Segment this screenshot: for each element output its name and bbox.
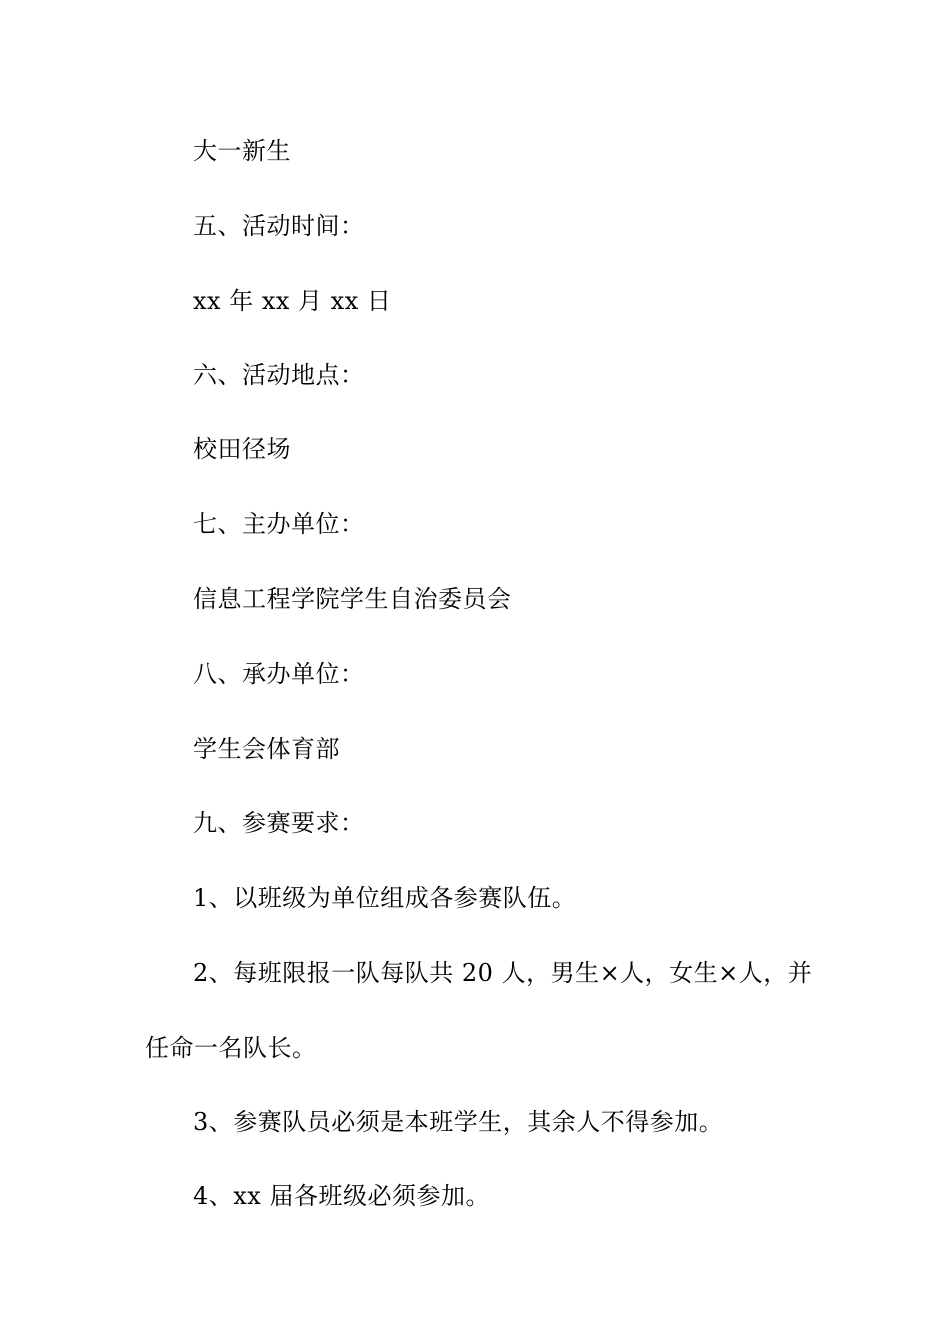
requirement-item-4: 4、xx 届各班级必须参加。	[193, 1182, 490, 1210]
location-text: 校田径场	[193, 435, 291, 463]
section-heading-organizer: 七、主办单位：	[193, 510, 365, 538]
undertaker-text: 学生会体育部	[193, 735, 340, 763]
section-heading-time: 五、活动时间：	[193, 212, 365, 240]
section-heading-requirements: 九、参赛要求：	[193, 809, 365, 837]
requirement-item-1: 1、以班级为单位组成各参赛队伍。	[193, 884, 577, 912]
organizer-text: 信息工程学院学生自治委员会	[193, 585, 512, 613]
requirement-item-2-continuation: 任命一名队长。	[145, 1034, 317, 1062]
section-heading-undertaker: 八、承办单位：	[193, 660, 365, 688]
requirement-item-2: 2、每班限报一队每队共 20 人，男生×人，女生×人，并	[193, 959, 813, 987]
activity-date-text: xx 年 xx 月 xx 日	[193, 287, 392, 315]
requirement-item-3: 3、参赛队员必须是本班学生，其余人不得参加。	[193, 1108, 724, 1136]
section-heading-location: 六、活动地点：	[193, 361, 365, 389]
participants-text: 大一新生	[193, 137, 291, 165]
